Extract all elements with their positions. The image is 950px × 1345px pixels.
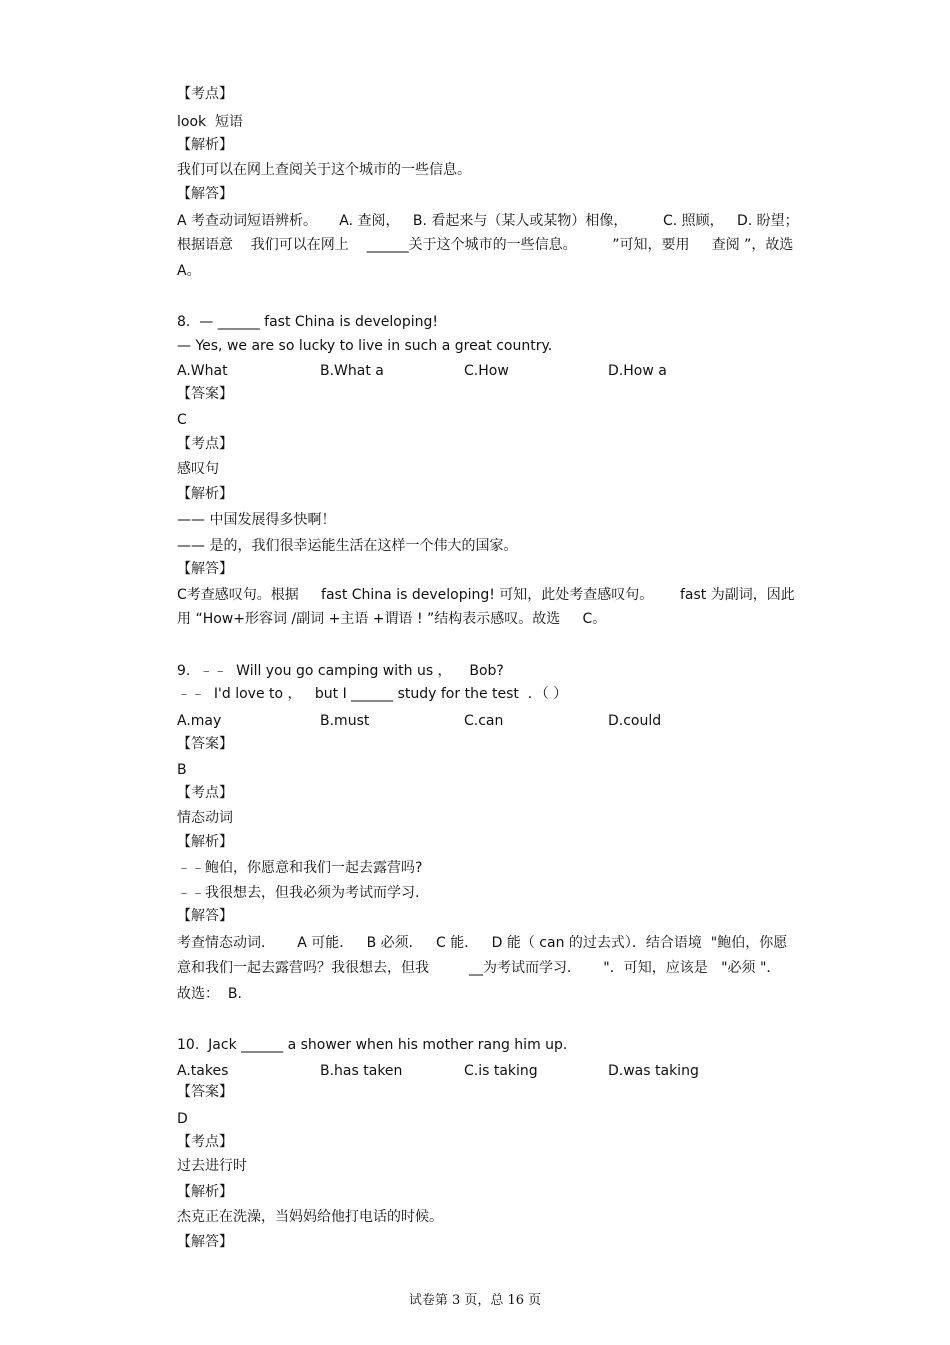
question-8-option-c: C.How	[464, 363, 509, 379]
kaodian-text: 过去进行时	[177, 1158, 247, 1174]
question-9-text-2: ﹣﹣ I'd love to ， but I ______ study for the test ．（ ）	[177, 686, 568, 702]
kaodian-heading: 【考点】	[177, 785, 233, 801]
question-10-option-d: D.was taking	[608, 1063, 699, 1079]
answer-text: C	[177, 412, 187, 428]
question-8-text: 8. — ______ fast China is developing!	[177, 314, 438, 330]
jieda-heading: 【解答】	[177, 186, 233, 202]
jiexi-text: ﹣﹣我很想去，但我必须为考试而学习.	[177, 885, 420, 901]
jiexi-text: 我们可以在网上查阅关于这个城市的一些信息。	[177, 162, 471, 178]
jieda-text-line: 考查情态动词． A 可能． B 必须． C 能． D 能（ can 的过去式）．结合语境 "鲍伯，你愿	[177, 935, 788, 951]
jiexi-text: ﹣﹣鲍伯，你愿意和我们一起去露营吗?	[177, 860, 423, 876]
jieda-text-line: 意和我们一起去露营吗？我很想去，但我 __为考试而学习． "．可知，应该是 "必须 "．	[177, 960, 781, 976]
jiexi-heading: 【解析】	[177, 1184, 233, 1200]
question-8-option-a: A.What	[177, 363, 228, 379]
kaodian-text: 情态动词	[177, 810, 233, 826]
question-10-text: 10. Jack ______ a shower when his mother rang him up.	[177, 1037, 568, 1053]
jieda-heading: 【解答】	[177, 561, 233, 577]
jieda-text-line: C考查感叹句。根据 fast China is developing! 可知，此处考查感叹句。 fast 为副词，因此	[177, 587, 795, 603]
kaodian-text: 感叹句	[177, 461, 219, 477]
jiexi-text: —— 中国发展得多快啊！	[177, 512, 336, 528]
jiexi-heading: 【解析】	[177, 834, 233, 850]
question-9-option-b: B.must	[320, 713, 370, 729]
daan-heading: 【答案】	[177, 736, 233, 752]
jiexi-text: 杰克正在洗澡，当妈妈给他打电话的时候。	[177, 1209, 443, 1225]
question-9-option-a: A.may	[177, 713, 222, 729]
question-9-text: 9. ﹣﹣ Will you go camping with us ， Bob?	[177, 663, 504, 679]
question-9-option-c: C.can	[464, 713, 504, 729]
jieda-text-line: 根据语意 我们可以在网上 ______关于这个城市的一些信息。 ”可知，要用 查阅 ”，故选	[177, 237, 794, 253]
kaodian-heading: 【考点】	[177, 86, 233, 102]
daan-heading: 【答案】	[177, 1084, 233, 1100]
question-8-option-d: D.How a	[608, 363, 667, 379]
jiexi-heading: 【解析】	[177, 137, 233, 153]
jieda-heading: 【解答】	[177, 1234, 233, 1250]
question-9-option-d: D.could	[608, 713, 662, 729]
jieda-heading: 【解答】	[177, 908, 233, 924]
jieda-text-line: A。	[177, 263, 201, 279]
question-10-option-b: B.has taken	[320, 1063, 403, 1079]
jieda-text-line: 故选： B.	[177, 986, 242, 1002]
question-8-option-b: B.What a	[320, 363, 384, 379]
answer-text: D	[177, 1111, 188, 1127]
page-footer: 试卷第 3 页，总 16 页	[408, 1293, 542, 1308]
question-10-option-a: A.takes	[177, 1063, 229, 1079]
question-8-text-2: — Yes, we are so lucky to live in such a great country.	[177, 338, 553, 354]
question-10-option-c: C.is taking	[464, 1063, 538, 1079]
jieda-text-line: A 考查动词短语辨析。 A. 查阅， B. 看起来与（某人或某物）相像， C. 照顾， D. 盼望；	[177, 213, 799, 229]
daan-heading: 【答案】	[177, 386, 233, 402]
kaodian-text: look 短语	[177, 114, 244, 130]
jieda-text-line: 用 “How+形容词 /副词 +主语 +谓语 ! ”结构表示感叹。故选 C。	[177, 611, 607, 627]
answer-text: B	[177, 762, 187, 778]
kaodian-heading: 【考点】	[177, 436, 233, 452]
jiexi-heading: 【解析】	[177, 486, 233, 502]
jiexi-text: —— 是的，我们很幸运能生活在这样一个伟大的国家。	[177, 538, 518, 554]
kaodian-heading: 【考点】	[177, 1134, 233, 1150]
